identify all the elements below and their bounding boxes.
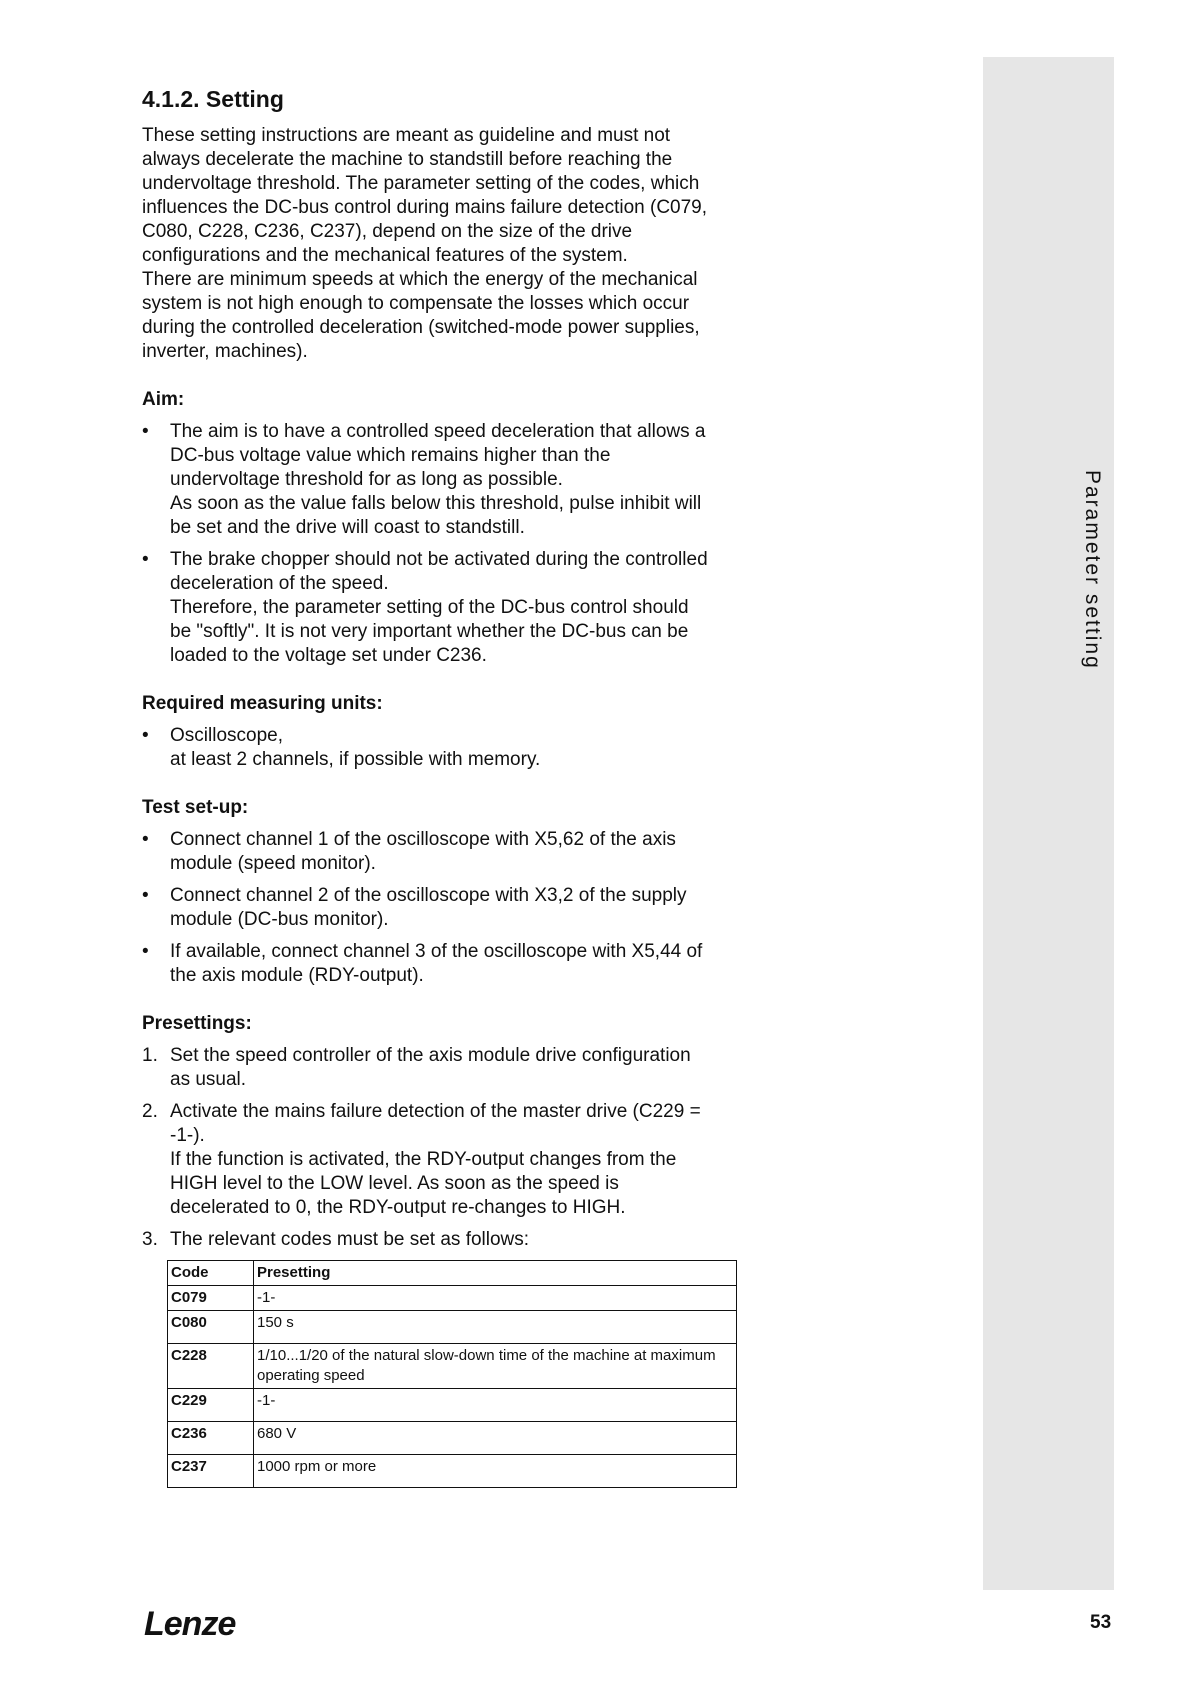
- list-item: [142, 420, 742, 540]
- presetting-cell: 1/10...1/20 of the natural slow-down time of the machine at maximum operating speed: [254, 1344, 737, 1389]
- numbered-item-line: -1-).: [170, 1125, 205, 1146]
- numbered-item-line: Activate the mains failure detection of the master drive (C229 =: [170, 1101, 701, 1122]
- measuring-title: Required measuring units:: [142, 693, 383, 714]
- presetting-cell: -1-: [254, 1389, 737, 1422]
- list-item-line: Thereforе, the parameter setting of the DC-bus control should: [170, 597, 689, 618]
- code-cell: C237: [168, 1455, 254, 1488]
- list-item-line: If available, connect channel 3 of the oscilloscope with X5,44 of: [170, 941, 703, 962]
- bullet-mark: •: [142, 941, 149, 962]
- list-item: [142, 724, 742, 772]
- numbered-item-line: decelerated to 0, the RDY-output re-changes to HIGH.: [170, 1197, 626, 1218]
- list-item-line: Connect channel 1 of the oscilloscope with X5,62 of the axis: [170, 829, 676, 850]
- item-number: 2.: [142, 1101, 158, 1122]
- bullet-mark: •: [142, 829, 149, 850]
- table-header-row: [168, 1261, 737, 1286]
- table-row: [168, 1344, 737, 1389]
- code-cell: C080: [168, 1311, 254, 1344]
- intro-line: configurations and the mechanical features of the system.: [142, 245, 628, 266]
- list-item-line: module (DC-bus monitor).: [170, 909, 389, 930]
- list-item: [142, 548, 742, 668]
- code-cell: C079: [168, 1286, 254, 1311]
- list-item-line: deceleration of the speed.: [170, 573, 389, 594]
- presettings-list: [142, 1044, 742, 1252]
- list-item-line: The brake chopper should not be activated during the controlled: [170, 549, 708, 570]
- table-row: [168, 1389, 737, 1422]
- aim-title: Aim:: [142, 389, 185, 410]
- presetting-cell: 150 s: [254, 1311, 737, 1344]
- main-content: [142, 84, 742, 1488]
- table-header-presetting: Presetting: [254, 1261, 737, 1286]
- list-item-line: DC-bus voltage value which remains higher than the: [170, 445, 611, 466]
- presetting-cell: 1000 rpm or more: [254, 1455, 737, 1488]
- bullet-mark: •: [142, 549, 149, 570]
- list-item: [142, 828, 742, 876]
- intro-line: system is not high enough to compensate the losses which occur: [142, 293, 690, 314]
- list-item: [142, 884, 742, 932]
- intro-line: inverter, machines).: [142, 341, 308, 362]
- code-cell: C236: [168, 1422, 254, 1455]
- list-item-line: The aim is to have a controlled speed deceleration that allows a: [170, 421, 706, 442]
- numbered-item: [142, 1228, 742, 1252]
- table-row: [168, 1286, 737, 1311]
- list-item-line: Connect channel 2 of the oscilloscope with X3,2 of the supply: [170, 885, 687, 906]
- presettings-title: Presettings:: [142, 1013, 252, 1034]
- numbered-item-line: The relevant codes must be set as follows:: [170, 1229, 530, 1250]
- item-number: 1.: [142, 1045, 158, 1066]
- list-item: [142, 940, 742, 988]
- list-item-line: be "softly". It is not very important whether the DC-bus can be: [170, 621, 689, 642]
- code-cell: C228: [168, 1344, 254, 1389]
- numbered-item: [142, 1044, 742, 1092]
- aim-list: [142, 420, 742, 668]
- intro-line: influences the DC-bus control during mains failure detection (C079,: [142, 197, 708, 218]
- sidebar-label: Parameter setting: [1081, 470, 1104, 670]
- table-row: [168, 1455, 737, 1488]
- intro-paragraph: [142, 124, 742, 364]
- numbered-item: [142, 1100, 742, 1220]
- measuring-list: [142, 724, 742, 772]
- numbered-item-line: HIGH level to the LOW level. As soon as the speed is: [170, 1173, 619, 1194]
- list-item-line: undervoltage threshold for as long as possible.: [170, 469, 563, 490]
- table-header-code: Code: [168, 1261, 254, 1286]
- item-number: 3.: [142, 1229, 158, 1250]
- numbered-item-line: Set the speed controller of the axis module drive configuration: [170, 1045, 691, 1066]
- list-item-line: Oscilloscope,: [170, 725, 283, 746]
- list-item-line: module (speed monitor).: [170, 853, 376, 874]
- page-number: 53: [1090, 1612, 1112, 1633]
- lenze-logo: Lenze: [144, 1605, 236, 1643]
- list-item-line: loaded to the voltage set under C236.: [170, 645, 487, 666]
- intro-line: always decelerate the machine to standstill before reaching the: [142, 149, 673, 170]
- presetting-cell: 680 V: [254, 1422, 737, 1455]
- numbered-item-line: If the function is activated, the RDY-output changes from the: [170, 1149, 677, 1170]
- table-row: [168, 1311, 737, 1344]
- list-item-line: at least 2 channels, if possible with memory.: [170, 749, 541, 770]
- intro-line: C080, C228, C236, C237), depend on the size of the drive: [142, 221, 633, 242]
- sidebar-band: [983, 57, 1114, 1590]
- bullet-mark: •: [142, 725, 149, 746]
- presettings-table: [167, 1260, 737, 1488]
- code-cell: C229: [168, 1389, 254, 1422]
- intro-line: during the controlled deceleration (switched-mode power supplies,: [142, 317, 700, 338]
- numbered-item-line: as usual.: [170, 1069, 247, 1090]
- list-item-line: be set and the drive will coast to standstill.: [170, 517, 525, 538]
- list-item-line: As soon as the value falls below this threshold, pulse inhibit will: [170, 493, 702, 514]
- setup-list: [142, 828, 742, 988]
- list-item-line: the axis module (RDY-output).: [170, 965, 424, 986]
- table-row: [168, 1422, 737, 1455]
- bullet-mark: •: [142, 421, 149, 442]
- intro-line: undervoltage threshold. The parameter setting of the codes, which: [142, 173, 700, 194]
- bullet-mark: •: [142, 885, 149, 906]
- setup-title: Test set-up:: [142, 797, 249, 818]
- intro-line: There are minimum speeds at which the energy of the mechanical: [142, 269, 698, 290]
- intro-line: These setting instructions are meant as guideline and must not: [142, 125, 671, 146]
- section-heading: 4.1.2. Setting: [142, 86, 284, 112]
- presetting-cell: -1-: [254, 1286, 737, 1311]
